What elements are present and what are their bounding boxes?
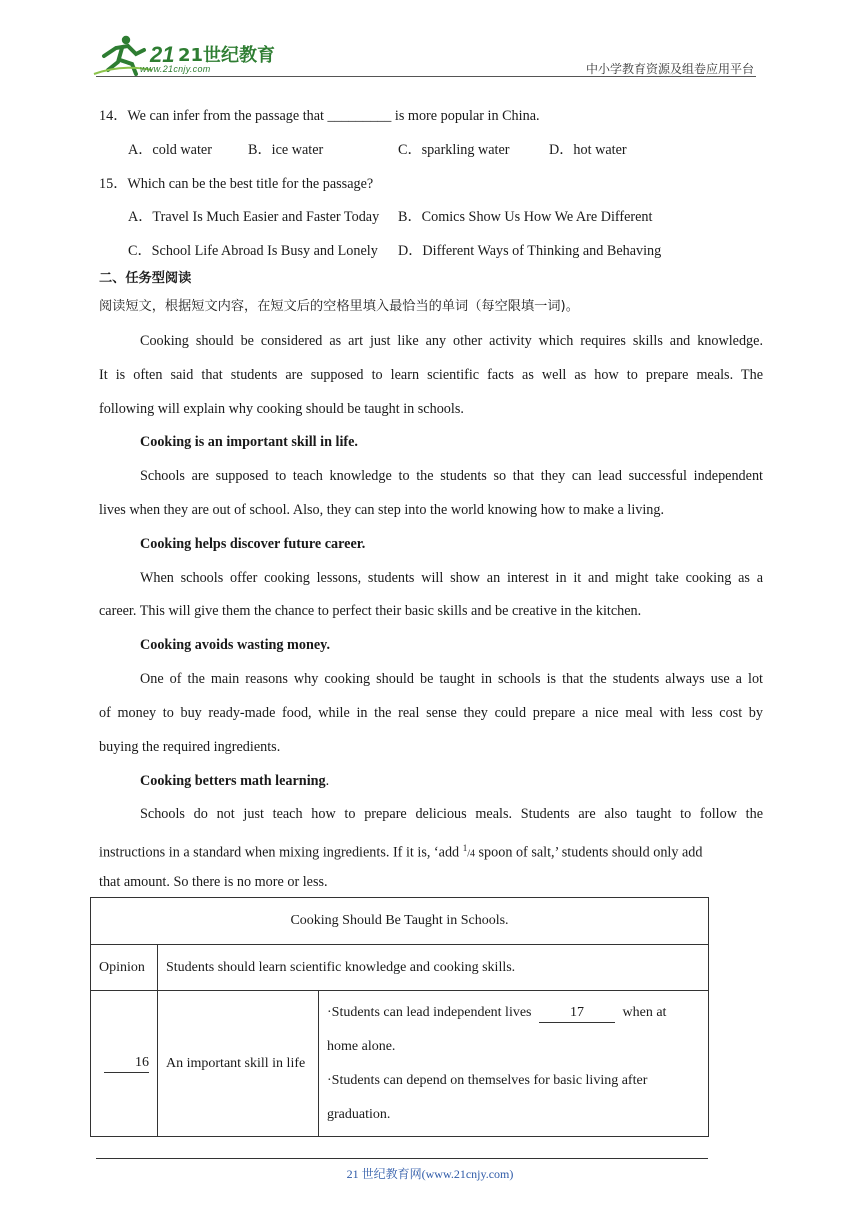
section-instruction: 阅读短文，根据短文内容，在短文后的空格里填入最恰当的单词（每空限填一词)。 xyxy=(99,299,579,314)
fraction-denominator: /4 xyxy=(467,848,475,860)
summary-table xyxy=(90,897,709,1137)
heading-avoid-waste: Cooking avoids wasting money. xyxy=(140,637,330,653)
page-header xyxy=(0,0,860,80)
heading-math-text: Cooking betters math learning xyxy=(140,773,326,789)
table-title-row xyxy=(91,898,709,945)
q15-option-c: C．School Life Abroad Is Busy and Lonely xyxy=(128,243,378,259)
p4-line-2: of money to buy ready-made food, while in the real sense they could prepare a nice meal with less cost by xyxy=(99,705,763,721)
q15-option-b: B．Comics Show Us How We Are Different xyxy=(398,209,653,225)
p5-line-2-a: instructions in a standard when mixing ingredients. If it is, ‘add xyxy=(99,844,463,861)
question-15-stem: 15．Which can be the best title for the passage? xyxy=(99,176,374,192)
detail-1-a: ·Students can lead independent lives xyxy=(327,1004,532,1020)
q14-option-c: C．sparkling water xyxy=(398,142,510,158)
p2-line-2: lives when they are out of school. Also, they can step into the world knowing how to make a living. xyxy=(99,502,665,518)
p4-line-1: One of the main reasons why cooking should be taught in schools is that the students always use a lot xyxy=(140,671,763,687)
heading-math-period: . xyxy=(325,773,330,789)
details-cell xyxy=(319,991,709,1137)
reason-cell: An important skill in life xyxy=(158,991,319,1137)
heading-important-skill: Cooking is an important skill in life. xyxy=(140,434,358,450)
blank-16-cell xyxy=(91,991,158,1137)
footer-divider xyxy=(96,1158,708,1159)
section-title: 二、任务型阅读 xyxy=(99,271,192,286)
p5-line-1: Schools do not just teach how to prepare delicious meals. Students are also taught to follow the xyxy=(140,806,763,822)
opinion-text: Students should learn scientific knowledge and cooking skills. xyxy=(158,945,709,991)
blank-17: 17 xyxy=(539,1004,615,1023)
logo-url: www.21cnjy.com xyxy=(140,64,211,74)
q15-option-a: A．Travel Is Much Easier and Faster Today xyxy=(128,209,380,225)
q14-option-b: B．ice water xyxy=(248,142,324,158)
p3-line-2: career. This will give them the chance to perfect their basic skills and be creative in the kitchen. xyxy=(99,603,642,619)
p4-line-3: buying the required ingredients. xyxy=(99,739,281,755)
opinion-label: Opinion xyxy=(91,945,158,991)
q14-option-d: D．hot water xyxy=(549,142,627,158)
q14-option-a: A．cold water xyxy=(128,142,212,158)
detail-2: ·Students can depend on themselves for basic living after graduation. xyxy=(327,1072,648,1122)
detail-1-b: when at home alone. xyxy=(327,1004,667,1054)
svg-text:21: 21 xyxy=(150,42,175,67)
p3-line-1: When schools offer cooking lessons, students will show an interest in it and might take cooking as a xyxy=(140,570,763,586)
blank-16: 16 xyxy=(104,1054,149,1073)
table-title: Cooking Should Be Taught in Schools. xyxy=(91,898,709,945)
p5-line-3: that amount. So there is no more or less. xyxy=(99,874,328,890)
question-14-stem: 14．We can infer from the passage that _________ is more popular in China. xyxy=(99,108,540,124)
question-14-options xyxy=(128,141,627,159)
heading-future-career: Cooking helps discover future career. xyxy=(140,536,366,552)
svg-text:21世纪教育: 21世纪教育 xyxy=(178,45,276,66)
platform-title: 中小学教育资源及组卷应用平台 xyxy=(585,62,754,76)
p2-line-1: Schools are supposed to teach knowledge to the students so that they can lead successful independent xyxy=(140,468,763,484)
table-opinion-row xyxy=(91,945,709,991)
footer-text: 21 世纪教育网(www.21cnjy.com) xyxy=(346,1167,514,1181)
p5-line-2-b: spoon of salt,’ students should only add xyxy=(474,844,703,861)
p1-line-3: following will explain why cooking should be taught in schools. xyxy=(99,401,464,417)
p5-line-2-start xyxy=(99,839,702,864)
header-divider xyxy=(96,76,756,77)
p5-line-2 xyxy=(99,839,763,864)
q15-option-d: D．Different Ways of Thinking and Behaving xyxy=(398,243,662,259)
table-reason-row xyxy=(91,991,709,1137)
fraction-numerator: 1 xyxy=(462,843,468,853)
heading-math-learning xyxy=(140,772,329,790)
p1-line-2: It is often said that students are supposed to learn scientific facts as well as how to prepare meals. The xyxy=(99,367,763,383)
p1-line-1: Cooking should be considered as art just like any other activity which requires skills and knowledge. xyxy=(140,333,763,349)
